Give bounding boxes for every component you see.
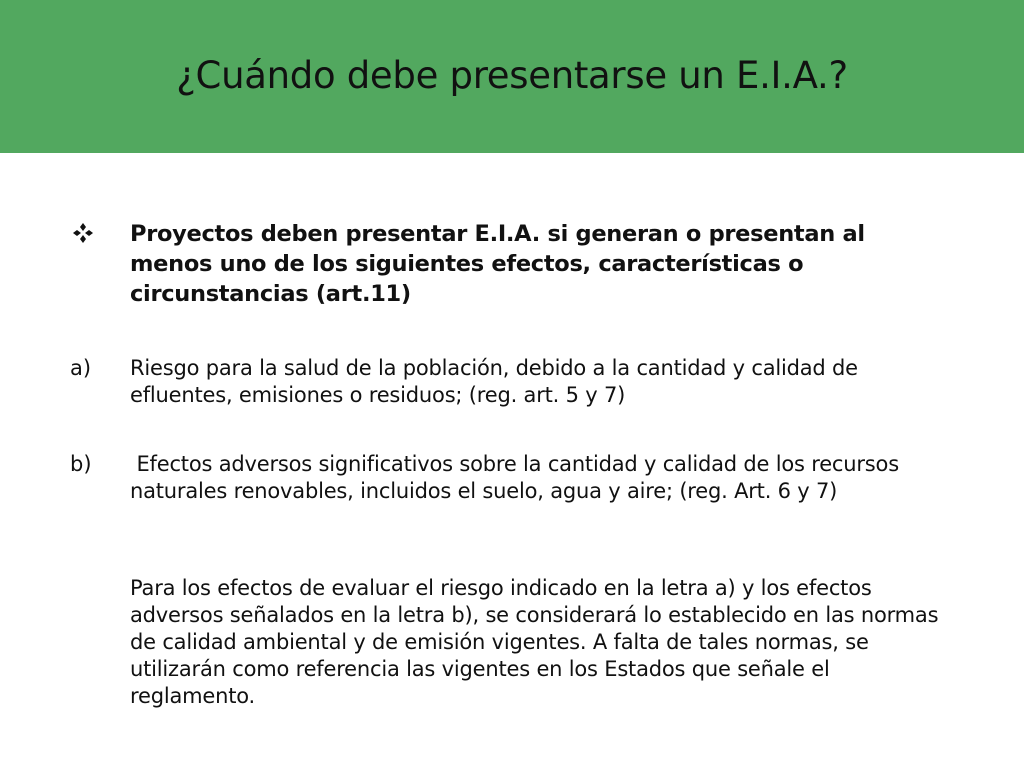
list-item-text: Riesgo para la salud de la población, debido a la cantidad y calidad de efluentes, emisiones o residuos; (reg. art. 5 y 7) [130,356,858,407]
four-diamond-bullet-icon [72,222,94,244]
slide-title: ¿Cuándo debe presentarse un E.I.A.? [176,54,848,97]
list-marker: b) [70,452,92,476]
note-text: Para los efectos de evaluar el riesgo indicado en la letra a) y los efectos adversos señalados en la letra b), se considerará lo establecido en las normas de calidad ambiental y de emisión vigentes. A falta de tales normas, se utilizarán como referencia las vigentes en los Estados que señale el reglamento. [130,576,939,708]
list-item-text: Efectos adversos significativos sobre la cantidad y calidad de los recursos naturales renovables, incluidos el suelo, agua y aire; (reg. Art. 6 y 7) [130,452,912,503]
intro-text: Proyectos deben presentar E.I.A. si generan o presentan al menos uno de los siguientes efectos, características o circunstancias (art.11) [130,221,865,307]
list-marker: a) [70,356,92,380]
